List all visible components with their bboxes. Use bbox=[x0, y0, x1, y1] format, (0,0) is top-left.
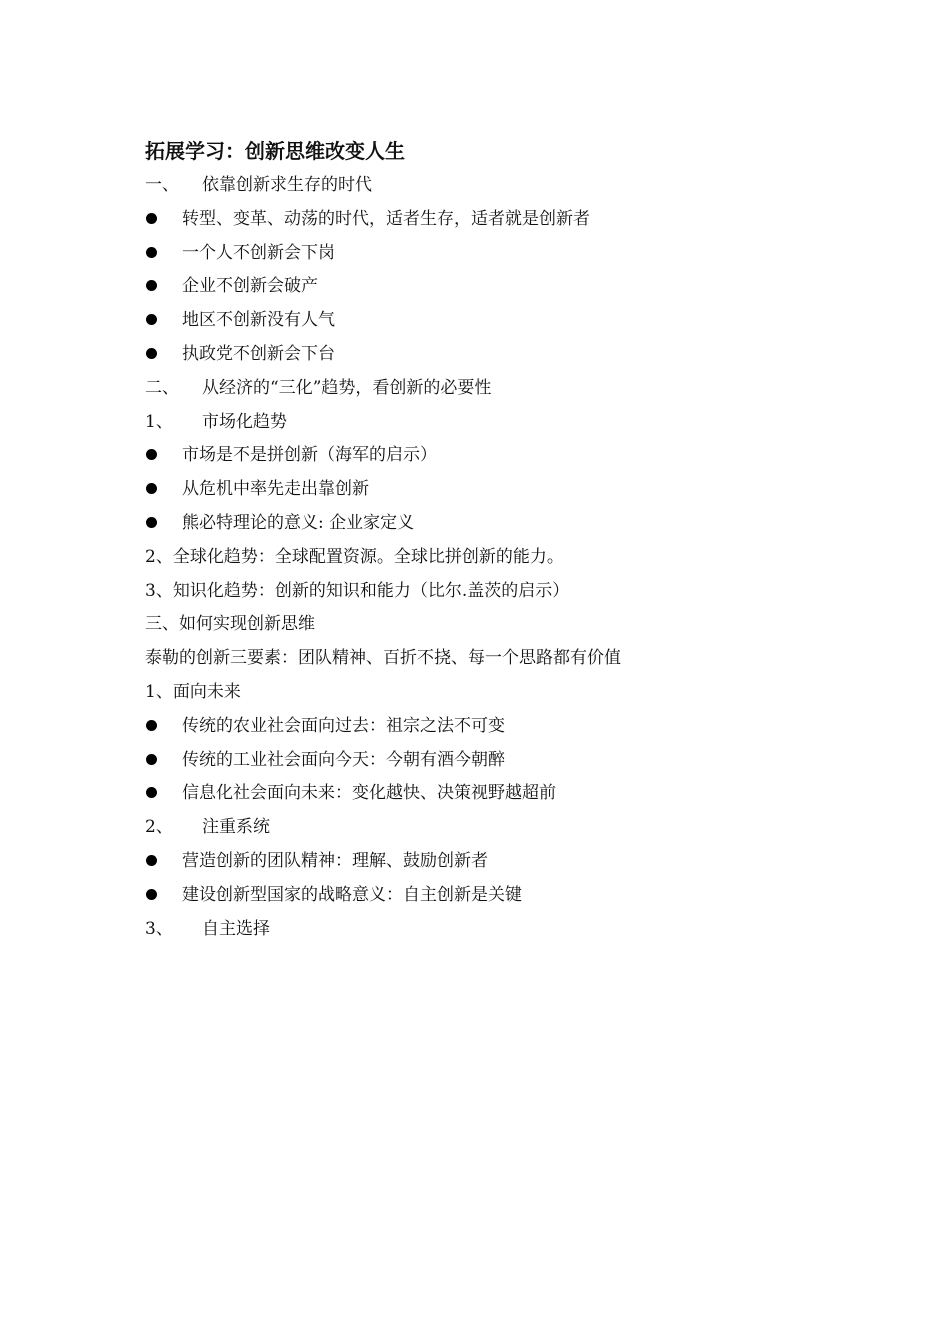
document-page bbox=[145, 137, 845, 946]
subsection-heading-text: 自主选择 bbox=[202, 918, 270, 939]
bullet-icon bbox=[145, 203, 182, 237]
paragraph-line bbox=[145, 575, 845, 609]
subsection-number: 1、 bbox=[145, 411, 173, 432]
bullet-text: 市场是不是拼创新（海军的启示） bbox=[182, 445, 437, 466]
subsection-heading-text: 市场化趋势 bbox=[202, 411, 287, 432]
subsection-number: 2、 bbox=[145, 817, 173, 838]
bullet-icon bbox=[145, 237, 182, 271]
paragraph-text: 3、知识化趋势：创新的知识和能力（比尔.盖茨的启示） bbox=[145, 580, 570, 601]
section-heading-text: 三、如何实现创新思维 bbox=[145, 614, 315, 635]
bullet-icon bbox=[145, 473, 182, 507]
section-number: 一、 bbox=[145, 175, 179, 195]
paragraph-text: 1、面向未来 bbox=[145, 681, 241, 702]
subsection-heading bbox=[145, 406, 845, 440]
paragraph-text: 泰勒的创新三要素：团队精神、百折不挠、每一个思路都有价值 bbox=[145, 648, 621, 669]
bullet-icon bbox=[145, 744, 182, 778]
bullet-item bbox=[145, 338, 845, 372]
section-heading-text: 从经济的“三化”趋势，看创新的必要性 bbox=[202, 377, 492, 398]
bullet-icon bbox=[145, 270, 182, 304]
bullet-item bbox=[145, 473, 845, 507]
bullet-text: 执政党不创新会下台 bbox=[182, 343, 335, 364]
bullet-text: 传统的工业社会面向今天：今朝有酒今朝醉 bbox=[182, 749, 505, 770]
document-title: 拓展学习：创新思维改变人生 bbox=[145, 139, 405, 163]
bullet-text: 信息化社会面向未来：变化越快、决策视野越超前 bbox=[182, 783, 556, 804]
bullet-icon bbox=[145, 879, 182, 913]
paragraph-text: 2、全球化趋势：全球配置资源。全球比拼创新的能力。 bbox=[145, 546, 564, 567]
bullet-item bbox=[145, 237, 845, 271]
bullet-icon bbox=[145, 439, 182, 473]
bullet-icon bbox=[145, 507, 182, 541]
section-heading-text: 依靠创新求生存的时代 bbox=[202, 175, 372, 195]
bullet-item bbox=[145, 270, 845, 304]
bullet-text: 熊必特理论的意义: 企业家定义 bbox=[182, 512, 415, 533]
bullet-text: 一个人不创新会下岗 bbox=[182, 242, 335, 263]
section-heading-2 bbox=[145, 372, 845, 406]
bullet-item bbox=[145, 744, 845, 778]
bullet-item bbox=[145, 304, 845, 338]
subsection-number: 3、 bbox=[145, 918, 173, 939]
bullet-icon bbox=[145, 338, 182, 372]
bullet-item bbox=[145, 777, 845, 811]
bullet-item bbox=[145, 710, 845, 744]
bullet-text: 企业不创新会破产 bbox=[182, 276, 318, 297]
section-heading-3 bbox=[145, 608, 845, 642]
paragraph-line bbox=[145, 642, 845, 676]
paragraph-line bbox=[145, 676, 845, 710]
subsection-heading bbox=[145, 913, 845, 947]
bullet-item bbox=[145, 203, 845, 237]
bullet-icon bbox=[145, 845, 182, 879]
bullet-text: 传统的农业社会面向过去：祖宗之法不可变 bbox=[182, 715, 505, 736]
bullet-text: 从危机中率先走出靠创新 bbox=[182, 479, 369, 500]
paragraph-line bbox=[145, 541, 845, 575]
bullet-text: 建设创新型国家的战略意义：自主创新是关键 bbox=[182, 884, 522, 905]
bullet-item bbox=[145, 879, 845, 913]
subsection-heading bbox=[145, 811, 845, 845]
bullet-icon bbox=[145, 304, 182, 338]
bullet-icon bbox=[145, 777, 182, 811]
subsection-heading-text: 注重系统 bbox=[202, 817, 270, 838]
bullet-icon bbox=[145, 710, 182, 744]
bullet-text: 转型、变革、动荡的时代，适者生存，适者就是创新者 bbox=[182, 208, 590, 229]
section-number: 二、 bbox=[145, 377, 179, 398]
bullet-text: 营造创新的团队精神：理解、鼓励创新者 bbox=[182, 850, 488, 871]
bullet-text: 地区不创新没有人气 bbox=[182, 310, 335, 331]
bullet-item bbox=[145, 507, 845, 541]
bullet-item bbox=[145, 845, 845, 879]
bullet-item bbox=[145, 439, 845, 473]
section-heading-1 bbox=[145, 169, 845, 203]
